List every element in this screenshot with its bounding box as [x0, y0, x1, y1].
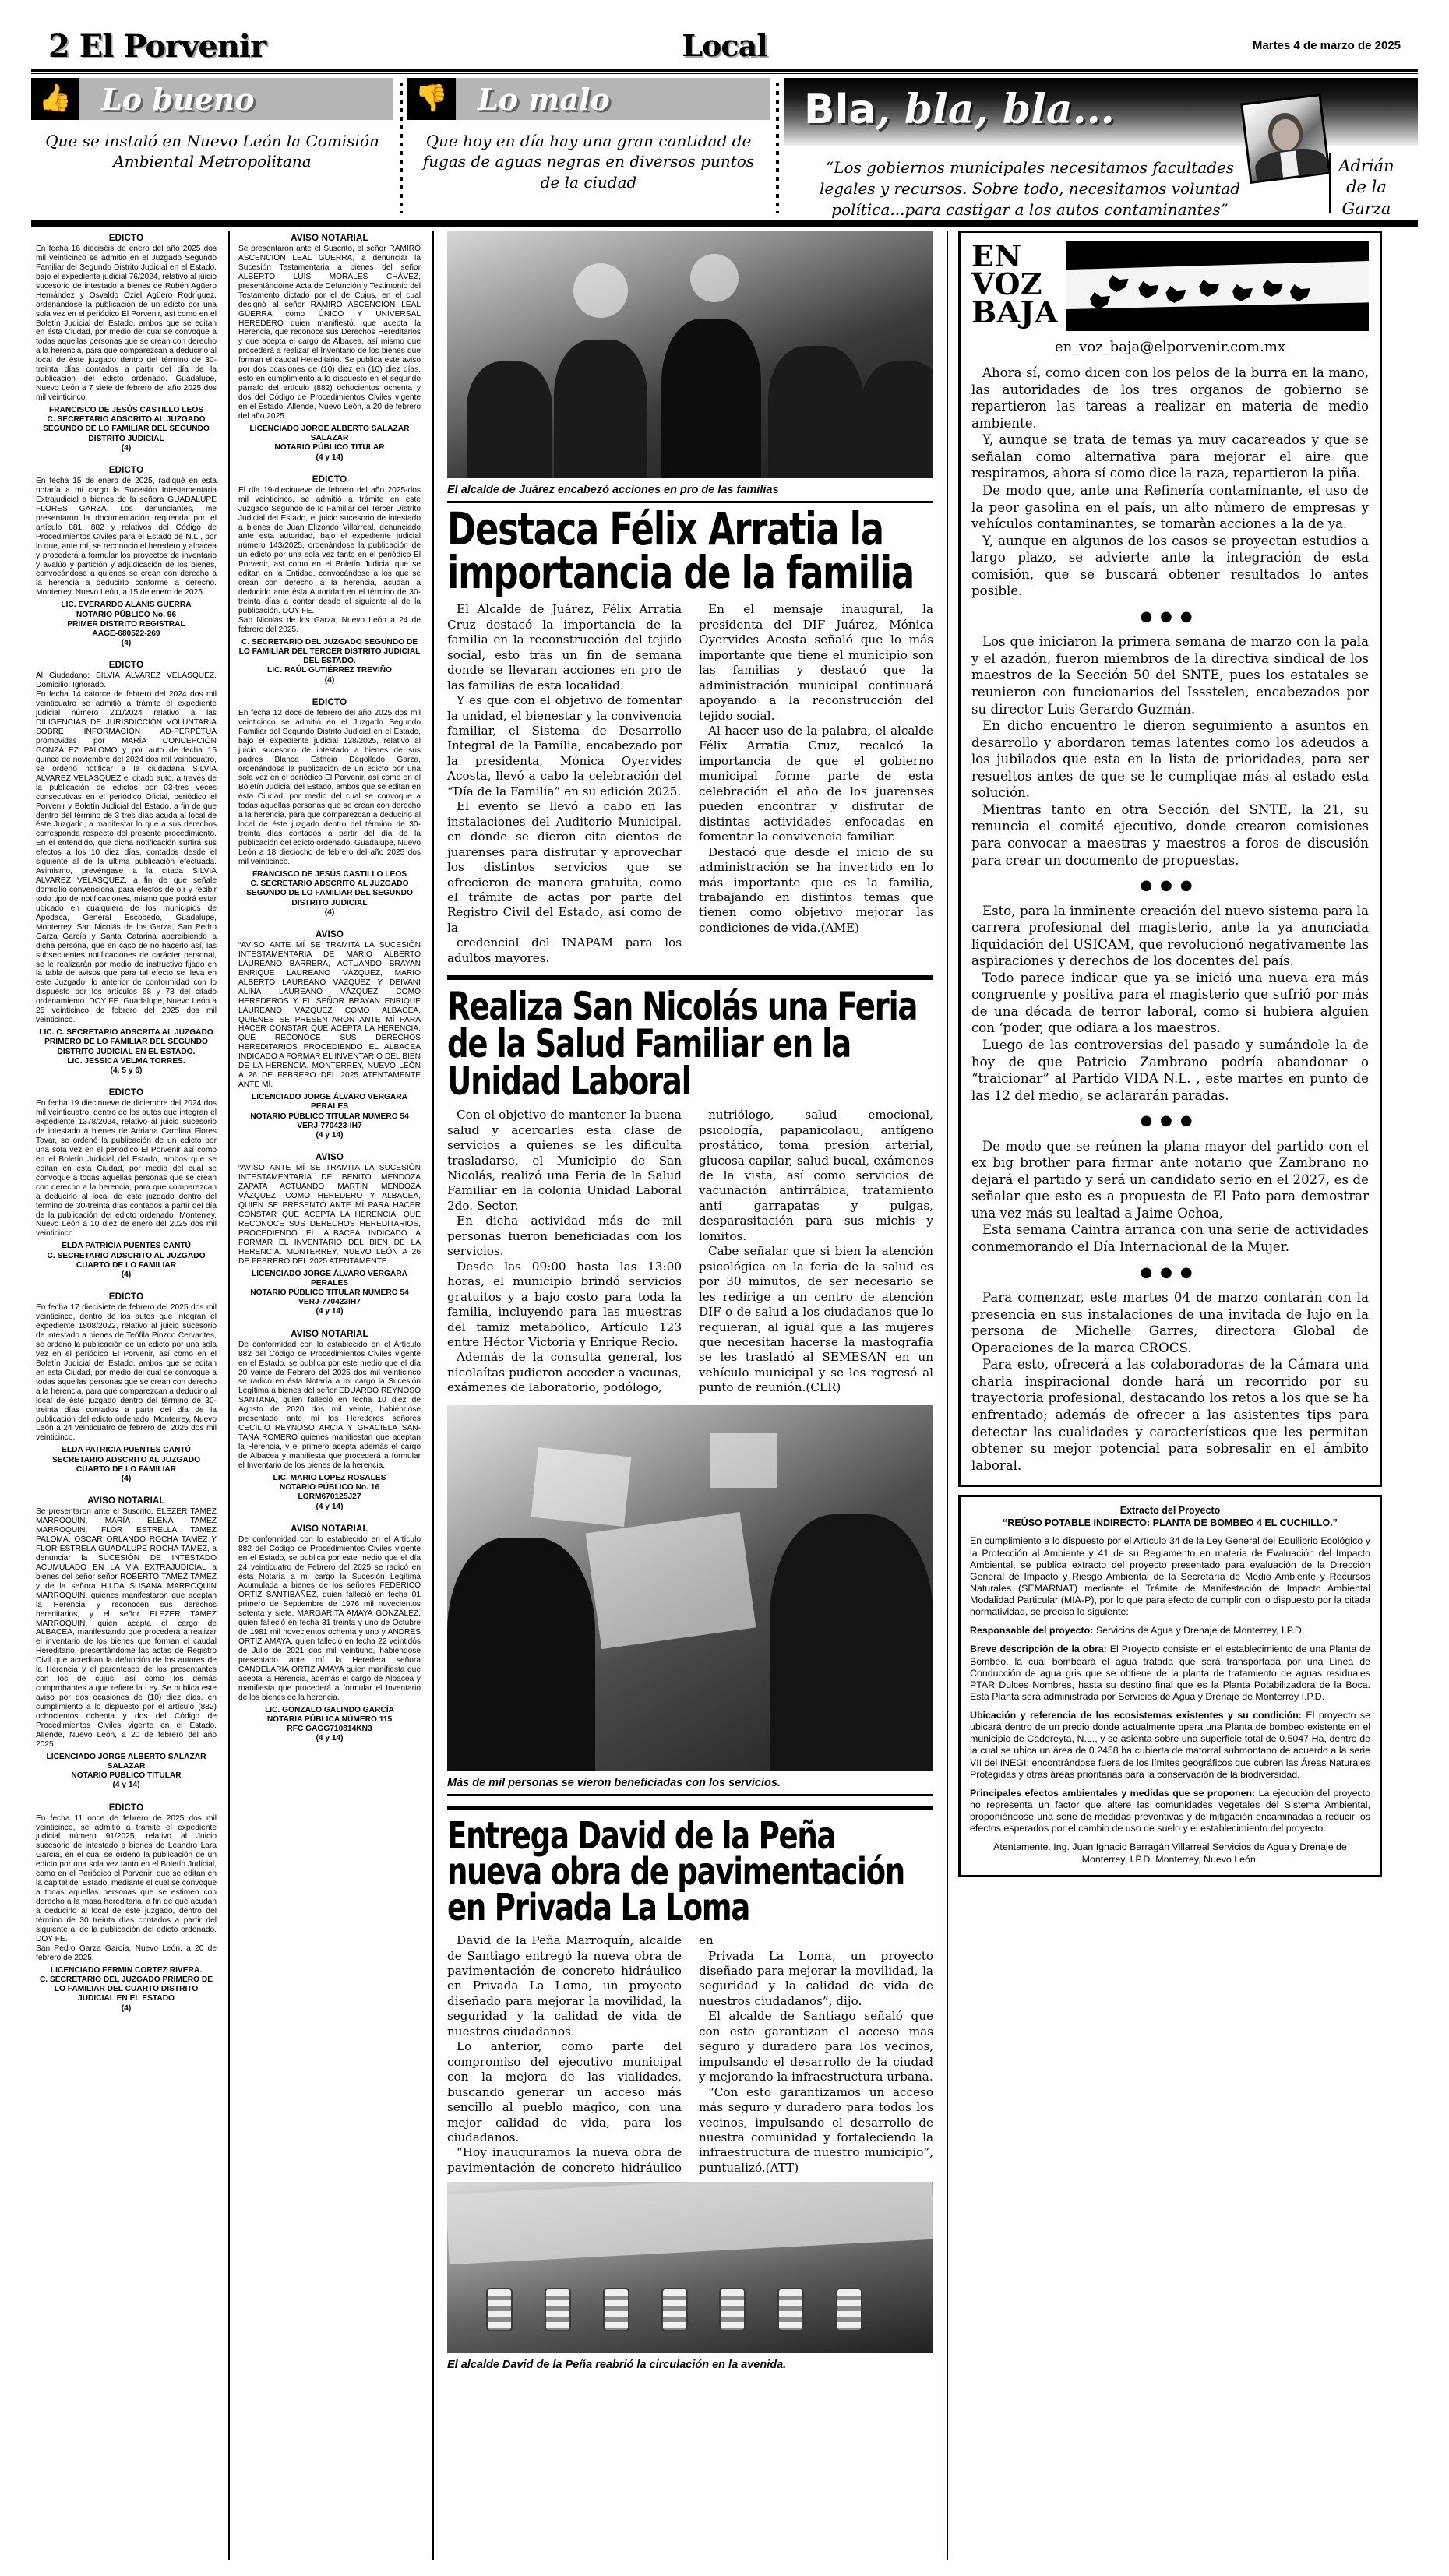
issue-date: Martes 4 de marzo de 2025 — [1252, 39, 1401, 52]
legal-notice-body: En fecha 14 catorce de febrero del 2024 dos mil veinticuatro se admitió a trámite el expediente judicial número 211/2024 relativo a las DILIGENCIAS DE JURISDICCIÓN VOLUNTARIA SOBRE INFORMACIÓN AD-PERPÉTUA promovidas por MARÍA CONCEPCIÓN GONZÁLEZ PALOMO y por auto de fecha 15 quince de noviembre del 2024 dos mil veinticuatro, se ordenó notificar a la ciudadana SILVIA ÁLVAREZ VELÁSQUEZ el citado auto, a través de la publicación de edictos por 03-tres veces consecutivas en el periódico Oficial, periódico el Porvenir y Boletín Judicial del Estado, a fin de que dentro del término de 3 tres días acuda al local de éste Juzgado, a manifestar lo que a sus derechos corresponda respecto del presente procedimiento. En el entendido, que dicha notificación surtirá sus efectos a los 10 diez días, contados desde el siguiente al de la última publicación efectuada. Asimismo, prevéngase a la citada SILVIA ÁLVAREZ VELÁSQUEZ, a fin de que señale domicilio convencional para efectos de oír y recibir todo tipo de notificaciones, mismo que podrá estar ubicado en cualquiera de los municipios de Apodaca, General Escobedo, Guadalupe, Monterrey, San Nicolás de los Garza, San Pedro Garza García y Santa Catarina apercibiendo a dicha persona, que en caso de no hacerlo así, las subsecuentes notificaciones de carácter personal, se le realizarán por medio de instructivo fijado en la tabla de avisos que para tal efecto se lleva en este Juzgado, lo anterior de conformidad con lo dispuesto por los artículos 68 y 73 del citado ordenamiento. DOY FE. Guadalupe, Nuevo León a 25 veinticinco de febrero del 2025 dos mil veinticinco. — [36, 690, 217, 1025]
legal-notice-body: De conformidad con lo establecido en el Artículo 882 del Código de Procedimientos Civiles vigente en el Estado, se publica por este medio que el día 20 veinte de Febrero del 2025 dos mil veinticinco se radicó en ésta Notaría a mi cargo la Sucesión Legítima a bienes del señor EDUARDO REYNOSO SANTANA, quien falleció en fecha 10 diez de Agosto de 2020 dos mil veinte, habiéndose presentado ante mí los Herederos señores CECILIO REYNOSO ARCIA Y GRACIELA SAN-TANA ROMERO quienes manifiestan que aceptan la Herencia, y el primero acepta además el cargo de Albacea y manifiesta que procederá a formular el Inventario de los bienes de la herencia. — [238, 1340, 421, 1470]
paragraph-dot-separator: ●●● — [1140, 877, 1200, 894]
extract-efectos-text: La ejecución del proyecto no representa un factor que altere las comunidades vegetales del Sistema Ambiental, proponiéndose una serie de medidas preventivas y de mitigación encaminadas a reducir los efectos esperados por el cambio de uso de suelo y el establecimiento del proyecto. — [970, 1787, 1370, 1834]
en-voz-baja-paragraph: Ahora sí, como dicen con los pelos de la burra en la mano, las autoridades de los tres organos de gobierno se repartieron las tareas a realizar en materia de medio ambiente. — [971, 365, 1369, 431]
legal-notice — [36, 1803, 217, 2014]
legal-notice — [238, 930, 421, 1140]
legal-notice-body: En fecha 16 dieciséis de enero del año 2025 dos mil veinticinco se admitió en el Juzgado Segundo Familiar del Segundo Distrito Judicial en el Estado, bajo el expediente judicial 76/2024, relativo al juicio sucesorio de intestado a bienes de Rubén Agüero Hernández y Osvaldo Oziel Agüero Rodríguez, ordenándose la publicación de un edicto por una sola vez en el periódico El Porvenir, así como en el Boletín Judicial del Estado, ambos que se editan en ésta Ciudad, por medio del cual se convoque a todas aquellas personas que se crean con derecho a la herencia, para que comparezcan a deducirlo al local de éste juzgado dentro del término de 30-treinta días contados a partir del día de la publicación del edicto ordenado. Guadalupe, Nuevo León a 7 siete de febrero del año 2025 dos mil veinticinco. — [36, 245, 217, 402]
legal-notice-signature: ELDA PATRICIA PUENTES CANTÚ SECRETARIO ADSCRITO AL JUZGADO CUARTO DE LO FAMILIAR (4) — [52, 1446, 200, 1484]
article-paragraph: David de la Peña Marroquín, alcalde de Santiago entregó la nueva obra de pavimentación de concreto hidráulico en Privada La Loma, un proyecto diseñado para mejorar la movilidad, la seguridad y la calidad de vida de nuestros ciudadanos. — [447, 1933, 682, 2039]
en-voz-baja-paragraph: Para esto, ofrecerá a las colaboradoras de la Cámara una charla inspiracional donde hará un recorrido por su trayectoria profesional, destacando los retos a los que se ha enfrentado; además de ofrecer a las asistentes tips para detectar las cualidades y características que les permitan obtener su mejor potencial para sobresalir en el ámbito laboral. — [971, 1357, 1369, 1473]
article-paragraph: En el mensaje inaugural, la presidenta del DIF Juárez, Mónica Oyervides Acosta señaló que lo más importante que tiene el municipio son las familias y destacó que la administración municipal continuará apoyando a la reconstrucción del tejido social. — [699, 602, 933, 723]
article-3-body — [447, 1933, 933, 2176]
article-3-caption: El alcalde David de la Peña reabrió la circulación en la avenida. — [447, 2359, 787, 2372]
divider-dotted-1 — [393, 78, 407, 215]
legal-notice — [36, 1292, 217, 1484]
en-voz-baja-title-line3: BAJA — [971, 294, 1059, 330]
legal-notice-heading: EDICTO — [108, 1292, 144, 1302]
legal-notice-body: En fecha 12 doce de febrero del año 2025 dos mil veinticinco se admitió en el Juzgado Segundo Familiar del Segundo Distrito Judicial en el Estado, bajo el expediente judicial 128/2025, relativo al juicio sucesorio de intestado a bienes de sus padres Blanca Estheia Degollado Garza, ordenándose la publicación de un edicto por una sola vez en el periódico El Porvenir, así como en el Boletín Judicial del Estado, ambos que se editan en ésta Ciudad, por medio del cual se convoque a todas aquellas personas que se crean con derecho a la herencia, para que comparezcan a deducirlo al local de éste juzgado dentro del término de 30-treinta días contados a partir del día de la publicación del edicto ordenado. Guadalupe, Nuevo León a 18 dieciocho de febrero del año 2025 dos mil veinticinco. — [238, 708, 421, 866]
article-paragraph: Privada La Loma, un proyecto diseñado para mejorar la movilidad, la seguridad y la calidad de vida de nuestros ciudadanos”, dijo. — [699, 1948, 933, 2008]
bla-bla-quote: “Los gobiernos municipales necesitamos facultades legales y recursos. Sobre todo, necesitamos voluntad política...para castigar a los autos contaminantes” — [820, 158, 1240, 219]
article-1-body — [447, 602, 933, 966]
legal-notice-signature: FRANCISCO DE JESÚS CASTILLO LEOS C. SECRETARIO ADSCRITO AL JUZGADO SEGUNDO DE LO FAMILIAR DEL SEGUNDO DISTRITO JUDICIAL (4) — [43, 405, 210, 453]
legal-notice-heading: EDICTO — [108, 466, 144, 476]
legal-notice — [36, 234, 217, 453]
article-paragraph: Desde las 09:00 hasta las 13:00 horas, el municipio brindó servicios gratuitos y a bajo costo para toda la familia, incluyendo para las muestras del tamiz metabólico, Artículo 123 entre Héctor Victoria y Enrique Recio. — [447, 1259, 682, 1350]
bla-bla-title-bold: Bla — [804, 86, 876, 133]
article-paragraph: Y es que con el objetivo de fomentar la unidad, el bienestar y la convivencia familiar, el Sistema de Desarrollo Integral de la Familia, encabezado por la presidenta, Mónica Oyervides Acosta, llevó a cabo la celebración del “Día de la Familia” en su edición 2025. — [447, 693, 682, 798]
article-paragraph: Destacó que desde el inicio de su administración se ha invertido en lo más importante que es la familia, trabajando en distintos temas que tienen como objetivo mejorar las condiciones de vida.(AME) — [699, 844, 933, 935]
crowd-silhouette-icon — [1066, 241, 1369, 331]
extract-descripcion — [970, 1644, 1370, 1703]
legal-notice-heading: AVISO NOTARIAL — [291, 234, 368, 243]
legal-notice-signature: LIC. MARIO LOPEZ ROSALES NOTARIO PÚBLICO No. 16 LORM670125J27 (4 y 14) — [273, 1473, 386, 1511]
page-number-title: 2 El Porvenir — [48, 28, 266, 65]
article-paragraph: En dicha actividad más de mil personas fueron beneficiadas con los servicios. — [447, 1214, 682, 1259]
article-paragraph: “Hoy inauguramos la nueva obra de pavimentación de concreto hidráulico en — [447, 1933, 714, 2175]
legal-notice — [238, 234, 421, 463]
article-paragraph: credencial del INAPAM para los adultos mayores. — [447, 936, 682, 965]
column-divider-2 — [432, 231, 434, 2560]
en-voz-baja-paragraph: Esto, para la inminente creación del nuevo sistema para la carrera profesional del magisterio, ante la ya anunciada liquidación del USICAM, que revolucionó negativamente las aspiraciones y derechos de los docentes del país. — [971, 903, 1369, 969]
article-paragraph: Cabe señalar que si bien la atención psicológica en la feria de la salud es por 30 minutos, de ser necesario se les redirige a un centro de atención DIF o de salud a los ciudadanos que lo requieran, al igual que a las mujeres que necesitan hacerse la mastografía se les trasladó al SEMESAN en un vehículo municipal y se les regresó al punto de reunión.(CLR) — [699, 1244, 933, 1395]
legal-notice — [238, 1524, 421, 1744]
legal-notice — [238, 698, 421, 918]
thumbs-up-icon: 👍 — [31, 78, 79, 120]
legal-notice — [36, 661, 217, 1076]
legal-notice-body: San Pedro Garza García, Nuevo León, a 20 de febrero de 2025. — [36, 1943, 217, 1962]
extract-ubicacion — [970, 1710, 1370, 1781]
en-voz-baja-email: en_voz_baja@elporvenir.com.mx — [1054, 339, 1286, 355]
legal-notice-signature: LIC. C. SECRETARIO ADSCRITA AL JUZGADO PRIMERO DE LO FAMILIAR DEL SEGUNDO DISTRITO JUDICIAL EN EL ESTADO. LIC. JESSICA VELMA TORRES. (4, 5 y 6) — [39, 1028, 213, 1076]
paragraph-dot-separator: ●●● — [1140, 1112, 1200, 1129]
legal-notice-body: En fecha 11 once de febrero de 2025 dos mil veinticinco, se admitió a trámite el expediente judicial número 91/2025, relativo al Juicio sucesorio de intestado a bienes de Leandro Lara García, en el cual se ordenó la publicación de un edicto por una sola vez tanto en el Boletín Judicial, como en el Periódico el Porvenir, que se editan en la capital del Estado, mediante el cual se convoque a todas aquellas personas que se estimen con derecho a la masa hereditaria, a fin de que acudan a deducirlo al local de este juzgado, dentro del término de 30 treinta días contados a partir del siguiente al de la publicación del edicto ordenado. DOY FE. — [36, 1813, 217, 1943]
legal-notice-body: Al Ciudadano: SILVIA ÁLVAREZ VELÁSQUEZ. Domicilio: Ignorado. — [36, 671, 217, 690]
extract-descripcion-label: Breve descripción de la obra: — [970, 1644, 1107, 1655]
legal-notice — [36, 466, 217, 648]
column-divider-1 — [228, 231, 230, 2560]
en-voz-baja-paragraph: Mientras tanto en otra Sección del SNTE, la 21, su renuncia el comité ejecutivo, donde crearon comisiones para convocar a maestras y maestros a foros de discusión para crear un documento de propuestas. — [971, 802, 1369, 868]
extract-ubicacion-label: Ubicación y referencia de los ecosistemas existentes y su condición: — [970, 1710, 1302, 1721]
extract-efectos — [970, 1788, 1370, 1835]
legal-notice-heading: EDICTO — [108, 1802, 144, 1813]
legal-notices-column-2 — [234, 231, 428, 2560]
en-voz-baja-paragraph: En dicho encuentro le dieron seguimiento a asuntos en desarrollo y abordaron temas latentes como los adeudos a los jubilados que esta en la lista de prioridades, para ser resueltos antes de que se le cumpliqae más al estado esta solución. — [971, 718, 1369, 801]
legal-notice-body: De conformidad con lo establecido en el Artículo 882 del Código de Procedimientos Civiles vigente en el Estado, se publica por este medio que el día 24 veinticuatro de Febrero del 2025 se radicó en ésta Notaría a mi cargo la Sucesión Legítima Acumulada a bienes de los señores FEDERICO ORTIZ SANTIBAÑEZ, quien falleció en fecha 01 primero de Septiembre de 1976 mil novecientos setenta y siete, MARGARITA AMAYA GONZÁLEZ, quien falleció en fecha 31 treinta y uno de Octubre de 1981 mil novecientos ochenta y uno y ANDRES ORTIZ AMAYA, quien falleció en fecha 22 veintidós de Julio de 2021 dos mil veintiuno, habiéndose presentado ante mí la Heredera señora CANDELARIA ORTIZ AMAYA quien manifiesta que acepta la Herencia, además el cargo de Albacea y manifiesta que procederá a formular el Inventario de los bienes de la herencia. — [238, 1535, 421, 1702]
bla-bla-title-rest: , bla, bla... — [876, 86, 1115, 133]
extract-ubicacion-text: El proyecto se ubicará dentro de un predio donde actualmente opera una Planta de bombeo existente en el municipio de Cadereyta, N.L., y se asienta sobre una superficie total de 0.5047 Ha, dentro de la cual se ubica un área de 0.2458 ha cubierta de matorral submontano de acuerdo a la serie VII del INEGI; encontrándose fuera de los límites geográficos que cubren las Áreas Naturales Protegidas y otras áreas prioritarias para la conservación de la biodiversidad. — [970, 1710, 1370, 1780]
article-3-photo — [447, 2182, 933, 2353]
legal-notice-signature: C. SECRETARIO DEL JUZGADO SEGUNDO DE LO FAMILIAR DEL TERCER DISTRITO JUDICIAL DEL ESTADO. LIC. RAÚL GUTIÉRREZ TREVIÑO (4) — [238, 637, 421, 685]
paragraph-dot-separator: ●●● — [1140, 608, 1200, 625]
article-paragraph: Con el objetivo de mantener la buena salud y acercarles esta clase de servicios a quienes se les dificulta trasladarse, el Municipio de San Nicolás, realizó una Feria de la Salud Familiar en la colonia Unidad Laboral 2do. Sector. — [447, 1108, 682, 1213]
en-voz-baja-paragraph: Y, aunque en algunos de los casos se proyectan estudios a largo plazo, se advierte ante la integración de esta comisión, que se buscará obtener resultados lo antes posible. — [971, 533, 1369, 599]
lo-malo-text: Que hoy en día hay una gran cantidad de fugas de aguas negras en diversos puntos de la ciudad — [422, 132, 755, 192]
en-voz-baja-box — [958, 231, 1382, 1487]
paragraph-dot-separator: ●●● — [1140, 1263, 1200, 1281]
legal-notice-signature: LICENCIADO JORGE ALBERTO SALAZAR SALAZAR NOTARIO PÚBLICO TITULAR (4 y 14) — [46, 1752, 206, 1790]
article-1-headline: Destaca Félix Arratia la importancia de la familia — [447, 502, 914, 599]
article-2-caption: Más de mil personas se vieron beneficiadas con los servicios. — [447, 1771, 933, 1796]
legal-notice-heading: EDICTO — [108, 1088, 144, 1098]
legal-notice — [36, 1088, 217, 1280]
article-paragraph: El evento se llevó a cabo en las instalaciones del Auditorio Municipal, en donde se dieron cita cientos de juarenses para disfrutar y aprovechar los distintos servicios que se ofrecieron de manera gratuita, como el trámite de actas por parte del Registro Civil del Estado, así como de la — [447, 799, 682, 935]
legal-notices-column-1 — [31, 231, 224, 2560]
extract-responsable-label: Responsable del proyecto: — [970, 1625, 1094, 1637]
en-voz-baja-title-line1: EN — [971, 238, 1022, 273]
legal-notice-body: En fecha 15 de enero de 2025, radiqué en esta notaría a mi cargo la Sucesión Intestamentaria Extrajudicial a bienes de la señora GUADALUPE FLORES GARZA. Los denunciantes, me presentaron la documentación requerida por el artículo 881, 882 y relativos del Código de Procedimientos Civiles para el Estado de N.L., por lo que, ante mí, se reconoció el heredero y albacea y procederá a formular los proyectos de inventario y avalúo y partición y adjudicación de los bienes, convocándose a quienes se crean con derecho a la herencia a deducirlo conforme a derecho. Monterrey, Nuevo León, a 15 de enero de 2025. — [36, 477, 217, 597]
en-voz-baja-body — [971, 365, 1369, 1474]
en-voz-baja-paragraph: Esta semana Caintra arranca con una serie de actividades conmemorando el Día Internacional de la Mujer. — [971, 1222, 1369, 1255]
article-3-headline: Entrega David de la Peña nueva obra de pavimentación en Privada La Loma — [447, 1813, 904, 1929]
lo-bueno-panel — [31, 78, 393, 215]
en-voz-baja-paragraph: Y, aunque se trata de temas ya muy cacareados y que se señalan como alternativa para mejorar el aire que respiramos, ahora sí como dice la raza, repartieron la piña. — [971, 432, 1369, 481]
legal-notice — [36, 1496, 217, 1790]
page-columns — [31, 231, 1418, 2560]
section-black-band — [31, 220, 1418, 227]
legal-notice-heading: AVISO — [316, 930, 344, 940]
article-2-photo — [447, 1405, 933, 1771]
article-2-body — [447, 1108, 933, 1396]
en-voz-baja-paragraph: De modo que se reúnen la plana mayor del partido con el ex big brother para firmar ante notario que Zambrano no dejará el partido y será un candidato serio en el 2027, es de señalar que esto es a propuesta de El Pato para demostrar una vez más su lealtad a Jaime Ochoa, — [971, 1138, 1369, 1221]
article-paragraph: Al hacer uso de la palabra, el alcalde Félix Arratia Cruz, recalcó la importancia de que el gobierno municipal forme parte de esta celebración el año de los juarenses pueden encontrar y disfrutar de distintas actividades enfocadas en fomentar la convivencia familiar. — [699, 723, 933, 844]
legal-notice-signature: FRANCISCO DE JESÚS CASTILLO LEOS C. SECRETARIO ADSCRITO AL JUZGADO SEGUNDO DE LO FAMILIAR DEL SEGUNDO DISTRITO JUDICIAL (4) — [246, 869, 413, 917]
environmental-extract-notice — [958, 1495, 1382, 1877]
legal-notice-body: “AVISO ANTE MÍ SE TRAMITA LA SUCESIÓN INTESTAMENTARIA DE BENITO MENDOZA ZAPATA ACTUANDO MARTÍN MENDOZA VÁZQUEZ, COMO HEREDERO Y ALBACEA, QUIEN SE PRESENTÓ ANTE MÍ PARA HACER CONSTAR QUE ACEPTA LA HERENCIA, QUE RECONOCE SUS DERECHOS HEREDITARIOS, PROCEDIENDO EL ALBACEA INDICADO A FORMAR EL INVENTARIO DEL BIEN DE LA HERENCIA. MONTERREY, NUEVO LEÓN A 26 DE FEBRERO DEL 2025 ATENTAMENTE — [238, 1164, 421, 1266]
article-2-headline: Realiza San Nicolás una Feria de la Salud Familiar en la Unidad Laboral — [447, 984, 918, 1105]
en-voz-baja-title-line2: VOZ — [971, 266, 1043, 302]
column-divider-3 — [947, 231, 948, 2560]
extract-descripcion-text: El Proyecto consiste en el establecimiento de una Planta de Bombeo, la cual bombeará el agua tratada que será transportada por una Línea de Conducción de agua gris que se obtiene de la planta de tratamiento de aguas residuales PTAR Dulces Nombres, hasta su destino final que es la Planta Potabilizadora de la Boca. Esta Planta será administrada por Servicios de Agua y Drenaje de Monterrey I.P.D. — [970, 1644, 1371, 1702]
legal-notice-heading: EDICTO — [108, 661, 144, 671]
lo-malo-header — [407, 78, 770, 120]
legal-notice-body: San Nicolás de los Garza, Nuevo León a 24 de febrero del 2025. — [238, 615, 421, 634]
legal-notice-heading: EDICTO — [312, 697, 347, 707]
en-voz-baja-column — [952, 231, 1388, 2560]
en-voz-baja-title — [971, 238, 1059, 330]
legal-notice-body: Se presentaron ante el Suscrito, el señor RAMIRO ASCENCION LEAL GUERRA, a denunciar la Sucesión Testamentaria a bienes del señor ALBERTO LUIS MORALES CHÁVEZ, presentándome Acta de Defunción y Testimonio del Testamento dictado por el de Cujus, en el cual designó al señor RAMIRO ASCENCION LEAL GUERRA como ÚNICO Y UNIVERSAL HEREDERO quien manifiestó, que acepta la Herencia, que reconoce sus Derechos Hereditarios y que acepta el cargo de Albacea, así mismo que procederá a realizar el Inventario de los bienes que forman el caudal Hereditario. Se publica este aviso por dos ocasiones de (10) diez en (10) diez días, esto en cumplimiento a lo dispuesto en el segundo párrafo del artículo (882) ochocientos ochenta y dos del Código de Procedimientos Civiles vigente en el Estado. Allende, Nuevo León, a 20 de febrero del año 2025. — [238, 245, 421, 421]
legal-notice — [238, 1153, 421, 1316]
extract-signature: Atentamente. Ing. Juan Ignacio Barragán Villarreal Servicios de Agua y Drenaje de Monterrey, I.P.D. Monterrey, Nuevo León. — [993, 1841, 1347, 1865]
legal-notice-body: “AVISO ANTE MÍ SE TRAMITA LA SUCESIÓN INTESTAMENTARIA DE MARIO ALBERTO LAUREANO BARRERA, ACTUANDO BRAYAN ENRIQUE LAUREANO VÁZQUEZ, MARIO ALBERTO LAUREANO VÁZQUEZ Y DEIVANI ALINA LAUREANO VÁZQUEZ COMO HEREDEROS Y EL SEÑOR BRAYAN ENRIQUE LAUREANO VÁZQUEZ COMO ALBACEA, QUIENES SE PRESENTARON ANTE MÍ PARA HACER CONSTAR QUE ACEPTA LA HERENCIA, QUE RECONOCE SUS DERECHOS HEREDITARIOS PROCEDIENDO EL ALBACEA INDICADO A FORMAR EL INVENTARIO DEL BIEN DE LA HERENCIA. MONTERREY, NUEVO LEÓN A 26 DE FEBRERO DEL 2025 ATENTAMENTE ANTE MÍ. — [238, 941, 421, 1090]
main-articles-column — [438, 231, 943, 2560]
quoted-person-photo — [1240, 93, 1331, 184]
en-voz-baja-header — [971, 238, 1369, 333]
extract-efectos-label: Principales efectos ambientales y medidas que se proponen: — [970, 1787, 1256, 1799]
extract-responsable-text: Servicios de Agua y Drenaje de Monterrey, I.P.D. — [1093, 1625, 1305, 1637]
en-voz-baja-paragraph: Todo parece indicar que ya se inició una nueva era más congruente y positiva para el magisterio que sufrió por más de una década de terror laboral, como si hubiera alguien con ‘poder, que odiara a los maestros. — [971, 970, 1369, 1036]
legal-notice-body: En fecha 19 diecinueve de diciembre del 2024 dos mil veinticuatro, dentro de los autos que integran el expediente 1378/2024, relativo al juicio sucesorio de intestado a bienes de Adriana Carolina Flores Tovar, se ordenó la publicación de un edicto por una sola vez en el periódico El Porvenir así como en el Boletín Judicial del Estado, ambos que se editan en esta Ciudad, por medio del cual se convoque a todas aquellas personas que se crean con derecho a la herencia, para que comparezcan a deducirlo al local de este juzgado dentro del término de 30-treinta días contados a partir del día de la publicación del edicto ordenado. Monterrey, Nuevo León a 10 diez de enero del 2025 dos mil veinticinco. — [36, 1099, 217, 1239]
lo-bueno-header — [31, 78, 393, 120]
legal-notice-signature: LIC. GONZALO GALINDO GARCÍA NOTARIA PÚBLICA NÚMERO 115 RFC GAGG710814KN3 (4 y 14) — [265, 1705, 394, 1743]
legal-notice-signature: LICENCIADO JORGE ÁLVARO VERGARA PERALES NOTARIO PÚBLICO TITULAR NÚMERO 54 VERJ-770423-IH7 (4 y 14) — [250, 1093, 409, 1140]
article-paragraph: Además de la consulta general, los nicolaítas pudieron acceder a vacunas, exámenes de laboratorio, podólogo, — [447, 1350, 682, 1395]
lo-bueno-title: Lo bueno — [101, 81, 255, 117]
legal-notice-body: En fecha 17 diecisiete de febrero del 2025 dos mil veinticinco, dentro de los autos que integran el expediente 1808/2022, relativo al juicio sucesorio de intestado a bienes de Teófila Pinzco Cervantes, se ordenó la publicación de un edicto por una sola vez en el periódico El Porvenir, así como en el Boletín Judicial del Estado, ambos que se editan en esta Ciudad, por medio del cual se convoque a todas aquellas personas que se crean con derecho a la herencia, para que comparezcan a deducirlo al local de éste juzgado dentro del término de 30-treinta días contados a partir del día de la publicación del edicto ordenado. Monterrey, Nuevo León a 24 veinticuatro de febrero del 2025 dos mil veinticinco. — [36, 1303, 217, 1443]
lo-malo-panel — [407, 78, 770, 215]
legal-notice-body: El día 19-diecinueve de febrero del año 2025-dos mil veinticinco, se admitió a trámite en este Juzgado Segundo de lo Familiar del Tercer Distrito Judicial del Estado, el juicio sucesorio de intestado a bienes de Juan Elizondo Villarreal, denunciado ante esta autoridad, bajo el expediente judicial número 143/2025, ordenándose la publicación de un edicto por una sola vez tanto en el periódico El Porvenir, así como en el Boletín Judicial que se editan en la Entidad, convocándose a los que se crean con derecho a la herencia, acudan a deducirlo ante ésta Autoridad en el término de 30-treinta días a contar desde el siguiente al de la publicación. DOY FE. — [238, 485, 421, 615]
article-separator-2 — [447, 1806, 933, 1810]
opinion-bar — [31, 78, 1418, 219]
article-paragraph: El Alcalde de Juárez, Félix Arratia Cruz destacó la importancia de la familia en la reconstrucción del tejido social, esto tras un fin de semana donde se llevaran acciones en pro de las familias de esta localidad. — [447, 602, 682, 692]
legal-notice-signature: LICENCIADO JORGE ALBERTO SALAZAR SALAZAR NOTARIO PÚBLICO TITULAR (4 y 14) — [249, 424, 410, 462]
legal-notice-signature: LICENCIADO JORGE ÁLVARO VERGARA PERALES NOTARIO PÚBLICO TITULAR NÚMERO 54 VERJ-770423IH7 (4 y 14) — [250, 1269, 409, 1316]
en-voz-baja-paragraph: Para comenzar, este martes 04 de marzo contarán con la presencia en sus instalaciones de una invitada de lujo en la persona de Michelle Garres, directora Global de Operaciones de la marca CROCS. — [971, 1290, 1369, 1355]
en-voz-baja-paragraph: Luego de las controversias del pasado y sumándole la de hoy de que Patricio Zambrano podría abandonar o “traicionar” al Partido VIDA N.L. , este martes en punto de las 12 del medio, se aclararán paradas. — [971, 1038, 1369, 1103]
legal-notice-heading: EDICTO — [312, 474, 347, 485]
bla-bla-panel — [784, 78, 1418, 219]
legal-notice-heading: AVISO NOTARIAL — [87, 1496, 165, 1506]
legal-notice-signature: LIC. EVERARDO ALANIS GUERRA NOTARIO PÚBLICO No. 96 PRIMER DISTRITO REGISTRAL AAGE-680522-269 (4) — [61, 601, 192, 648]
legal-notice — [238, 1330, 421, 1512]
legal-notice-heading: AVISO NOTARIAL — [291, 1524, 368, 1534]
legal-notice — [238, 475, 421, 685]
masthead-rule — [31, 69, 1418, 74]
article-paragraph: nutriólogo, salud emocional, psicología, papanicolaou, antígeno prostático, toma presión arterial, glucosa capilar, salud bucal, exámenes de la vista, así como servicios de vacunación antirrábica, tratamiento anti garrapatas y pulgas, desparasitación para sus michis y lomitos. — [699, 1108, 933, 1243]
divider-dotted-2 — [770, 78, 784, 215]
thumbs-down-icon: 👎 — [407, 78, 456, 120]
legal-notice-body: Se presentaron ante el Suscrito, ELEZER TAMEZ MARROQUIN, MARÍA ELENA TAMEZ MARROQUIN, FLOR ESTRELLA TAMEZ PALOMA, OSCAR ORLANDO ROCHA TAMEZ Y FLOR ESTRELA GUADALUPE ROCHA TAMEZ, a denunciar la SUCESIÓN DE INTESTADO ACUMULADO EN LA VÍA EXTRAJUDICIAL a bienes del señor señor ROBERTO TAMEZ TAMEZ y de la señora HILDA SUSANA MARROQUIN MARROQUIN, quienes manifestaron que aceptan la Herencia y reconocen sus derechos hereditarios, y el señor ELEZER TAMEZ MARROQUIN, quien acepta el cargo de ALBACEA, manifestando que procederá a realizar el inventario de los bienes que forman el caudal Hereditario, presentándome las actas de Registro Civil que acreditan la defunción de los autores de la Herencia y el parentesco de los presentantes con los de cujus, así como los demás comprobantes a que refiere la Ley. Se publica este aviso por dos ocasiones de (10) diez días, en cumplimiento a lo dispuesto por el artículo (882) ochocientos ochenta y dos del Código de Procedimientos Civiles vigente en el Estado. Allende, Nuevo León, a 20 de febrero del año 2025. — [36, 1507, 217, 1749]
article-separator-1 — [447, 975, 933, 980]
article-paragraph: El alcalde de Santiago señaló que con esto garantizan el acceso mas seguro y duradero para los vecinos, impulsando el desarrollo de la ciudad y mejorando la infraestructura urbana. — [699, 2009, 933, 2084]
bla-bla-title — [804, 86, 1115, 133]
section-title: Local — [682, 28, 767, 63]
extract-title-line1: Extracto del Proyecto — [1119, 1505, 1221, 1517]
extract-responsable — [970, 1625, 1370, 1637]
en-voz-baja-paragraph: De modo que, ante una Refinería contaminante, el uso de la peor gasolina en el país, un alto nùmero de empresas y vehículos contaminantes, se tomaràn acciones a la de ya. — [971, 482, 1369, 532]
extract-intro: En cumplimiento a lo dispuesto por el Artículo 34 de la Ley General del Equilibrio Ecológico y la Protección al Ambiente y 41 de su Reglamento en materia de Evaluación del Impacto Ambiental, se publica extracto del proyecto presentado para evaluación de la Dirección General de Impacto y Riesgo Ambiental de la Secretaría de Medio Ambiente y Recursos Naturales (SEMARNAT) mediante el Trámite de Manifestación de Impacto Ambiental Modalidad Particular (MIA-P), por lo que para efecto de cumplir con lo dispuesto por la citada normatividad, se precisa lo siguiente: — [970, 1535, 1370, 1618]
extract-title — [970, 1505, 1370, 1529]
legal-notice-signature: LICENCIADO FERMIN CORTEZ RIVERA. C. SECRETARIO DEL JUZGADO PRIMERO DE LO FAMILIAR DEL CUARTO DISTRITO JUDICIAL EN EL ESTADO (4) — [39, 1965, 213, 2013]
article-paragraph: Lo anterior, como parte del compromiso del ejecutivo municipal con la mejora de las vialidades, buscando generar un acceso más sencillo al pueblo mágico, con una mejor calidad de vida, para los ciudadanos. — [447, 2039, 682, 2144]
legal-notice-heading: EDICTO — [108, 234, 144, 243]
article-1-caption: El alcalde de Juárez encabezó acciones en pro de las familias — [447, 478, 933, 503]
article-paragraph: “Con esto garantizamos un acceso más seguro y duradero para todos los vecinos, impulsando el desarrollo de nuestra comunidad y fortaleciendo la infraestructura de nuestro municipio”, puntualizó.(ATT) — [699, 2084, 933, 2175]
lo-bueno-text: Que se instaló en Nuevo León la Comisión Ambiental Metropolitana — [45, 132, 379, 171]
en-voz-baja-paragraph: Los que iniciaron la primera semana de marzo con la pala y el azadón, fueron miembros de la directiva sindical de los maestros de la Sección 50 del SNTE, pues los estatales se reunieron con funcionarios del Issstelen, encabezados por su director Luis Gerardo Guzmán. — [971, 634, 1369, 717]
legal-notice-heading: AVISO NOTARIAL — [291, 1329, 368, 1339]
masthead — [0, 0, 1449, 72]
lo-malo-title: Lo malo — [478, 81, 610, 117]
bla-bla-byline: Adrián de la Garza — [1338, 157, 1394, 218]
article-1-photo — [447, 231, 933, 478]
extract-title-line2: “REÚSO POTABLE INDIRECTO: PLANTA DE BOMBEO 4 EL CUCHILLO.” — [1003, 1517, 1338, 1528]
legal-notice-signature: ELDA PATRICIA PUENTES CANTÚ C. SECRETARIO ADSCRITO AL JUZGADO CUARTO DE LO FAMILIAR (4) — [47, 1242, 206, 1280]
legal-notice-heading: AVISO — [316, 1153, 344, 1163]
